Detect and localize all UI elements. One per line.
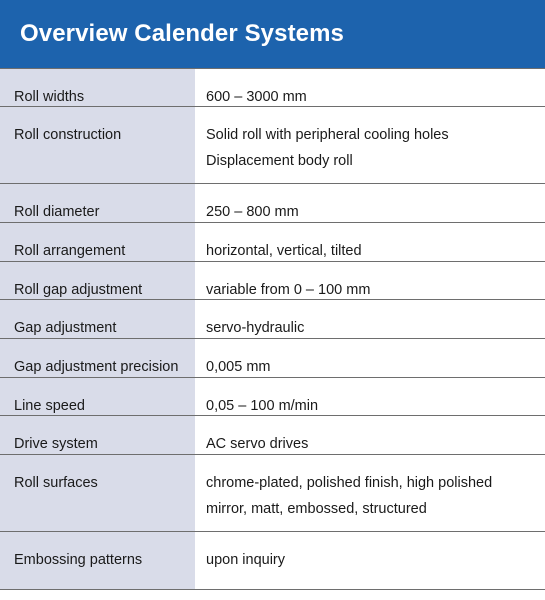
row-value: upon inquiry [195,532,545,589]
table-row [0,415,545,454]
row-label: Drive system [0,416,195,454]
row-label: Gap adjustment [0,300,195,338]
row-label: Roll arrangement [0,223,195,261]
row-label: Roll widths [0,69,195,106]
row-value: servo-hydraulic [195,300,545,338]
table-row [0,68,545,106]
table-row [0,454,545,531]
row-value: chrome-plated, polished finish, high polished mirror, matt, embossed, structured [195,455,545,531]
row-value: 0,005 mm [195,339,545,377]
page-header [0,0,545,68]
row-label: Embossing patterns [0,532,195,589]
row-label: Roll surfaces [0,455,195,531]
table-row [0,106,545,183]
row-value: variable from 0 – 100 mm [195,262,545,299]
table-row [0,338,545,377]
table-row [0,377,545,415]
row-label: Roll gap adjustment [0,262,195,299]
row-value: 600 – 3000 mm [195,69,545,106]
row-value: AC servo drives [195,416,545,454]
row-label: Roll diameter [0,184,195,222]
row-label: Roll construction [0,107,195,183]
specifications-table [0,68,545,590]
row-label: Line speed [0,378,195,415]
row-value: 250 – 800 mm [195,184,545,222]
row-value: Solid roll with peripheral cooling holes Displacement body roll [195,107,545,183]
table-row [0,222,545,261]
table-row [0,183,545,222]
row-value: 0,05 – 100 m/min [195,378,545,415]
page-title: Overview Calender Systems [20,20,345,47]
table-row [0,261,545,299]
row-label: Gap adjustment precision [0,339,195,377]
row-value: horizontal, vertical, tilted [195,223,545,261]
table-row [0,299,545,338]
table-row [0,531,545,589]
